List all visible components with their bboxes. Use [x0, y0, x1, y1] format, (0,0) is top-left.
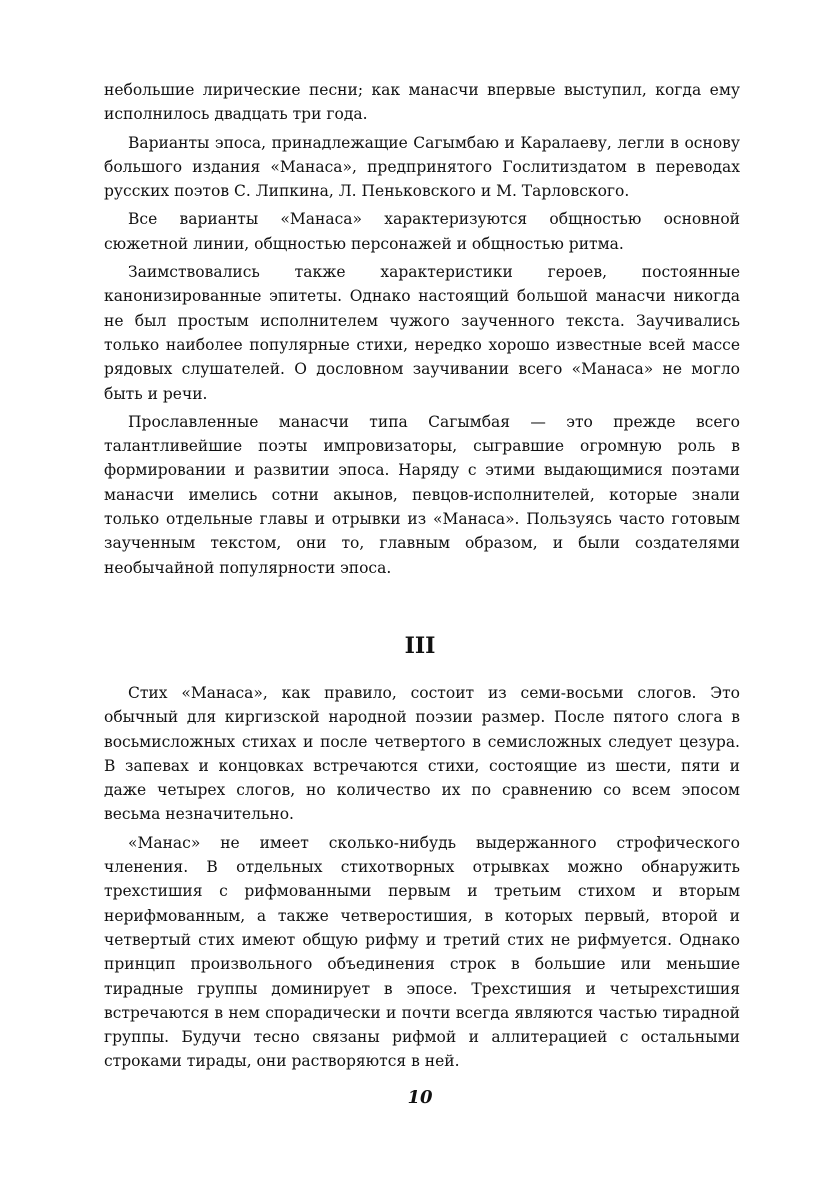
paragraph: Заимствовались также характеристики героев, постоянные канонизированные эпитеты. Однако настоящий большой манасчи никогда не был простым исполнителем чужого заученного текста. Заучивались только наиболее популярные стихи, нередко хорошо известные всей массе рядовых слушателей. О дословном заучивании всего «Манаса» не могло быть и речи.	[104, 263, 740, 403]
paragraph: небольшие лирические песни; как манасчи впервые выступил, когда ему исполнилось двадцать три года.	[104, 81, 740, 124]
paragraph: Варианты эпоса, принадлежащие Сагымбаю и Каралаеву, легли в основу большого издания «Манаса», предпринятого Гослитиздатом в переводах русских поэтов С. Липкина, Л. Пеньковского и М. Тарловского.	[104, 133, 740, 201]
text-block-top	[104, 78, 740, 580]
text-block-bottom	[104, 681, 740, 1074]
paragraph: Стих «Манаса», как правило, состоит из семи-восьми слогов. Это обычный для киргизской народной поэзии размер. После пятого слога в восьмисложных стихах и после четвертого в семисложных следует цезура. В запевах и концовках встречаются стихи, состоящие из шести, пяти и даже четырех слогов, но количество их по сравнению со всем эпосом весьма незначительно.	[104, 684, 740, 824]
section-heading: III	[404, 633, 436, 659]
page-number: 10	[407, 1087, 433, 1108]
paragraph: Прославленные манасчи типа Сагымбая — это прежде всего талантливейшие поэты импровизаторы, сыгравшие огромную роль в формировании и развитии эпоса. Наряду с этими выдающимися поэтами манасчи имелись сотни акынов, певцов-исполнителей, которые знали только отдельные главы и отрывки из «Манаса». Пользуясь часто готовым заученным текстом, они то, главным образом, и были создателями необычайной популярности эпоса.	[104, 412, 740, 577]
paragraph: «Манас» не имеет сколько-нибудь выдержанного строфического членения. В отдельных стихотворных отрывках можно обнаружить трехстишия с рифмованными первым и третьим стихом и вторым нерифмованным, а также четверостишия, в которых первый, второй и четвертый стих имеют общую рифму и третий стих не рифмуется. Однако принцип произвольного объединения строк в большие или меньшие тирадные группы доминирует в эпосе. Трехстишия и четырехстишия встречаются в нем спорадически и почти всегда являются частью тирадной группы. Будучи тесно связаны рифмой и аллитерацией с остальными строками тирады, они растворяются в ней.	[104, 833, 740, 1071]
paragraph: Все варианты «Манаса» характеризуются общностью основной сюжетной линии, общностью персонажей и общностью ритма.	[104, 210, 740, 253]
